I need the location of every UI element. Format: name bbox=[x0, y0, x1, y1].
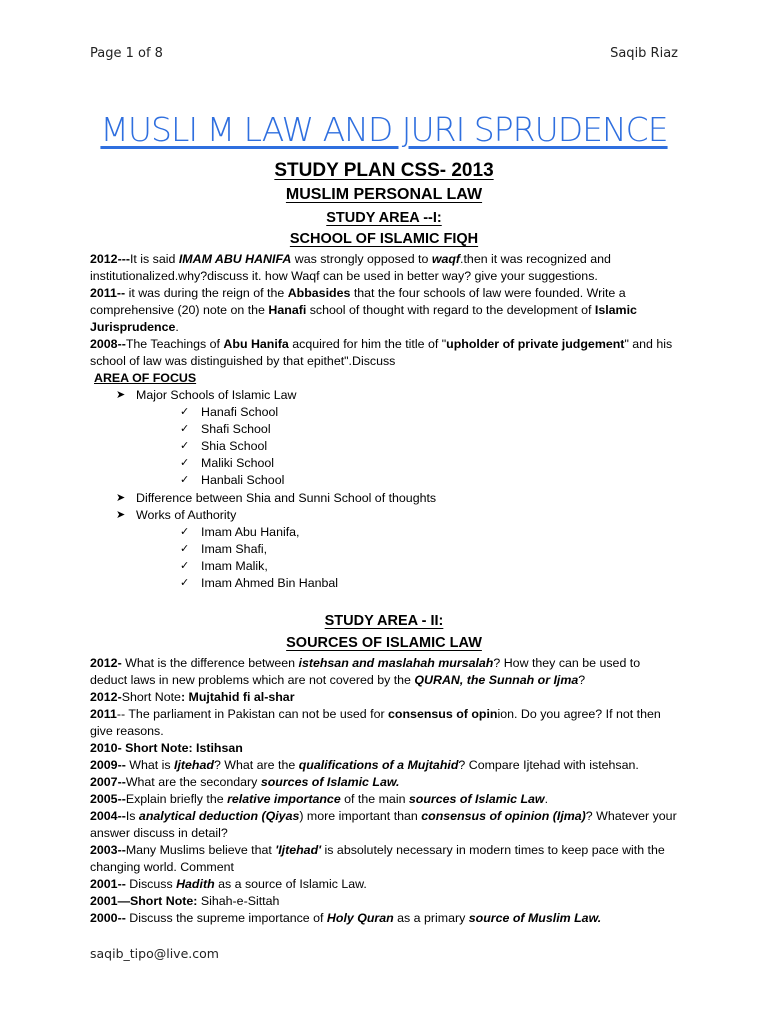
question-emphasis: QURAN, the Sunnah or Ijma bbox=[414, 673, 579, 687]
question-emphasis: 2000-- bbox=[90, 911, 126, 925]
question-text: Many Muslims believe that bbox=[125, 843, 276, 857]
question-text: it was during the reign of the bbox=[125, 286, 288, 300]
question-text: school of thought with regard to the development of bbox=[306, 303, 595, 317]
question-text: Is bbox=[125, 809, 139, 823]
question-paragraph bbox=[90, 876, 680, 893]
focus-subitem-label: Maliki School bbox=[201, 456, 274, 471]
question-text: . bbox=[175, 320, 179, 334]
question-text: ? What are the bbox=[213, 758, 299, 772]
question-emphasis: 2003-- bbox=[90, 843, 126, 857]
focus-subitem bbox=[180, 541, 436, 558]
area-of-focus-label: AREA OF FOCUS bbox=[94, 371, 197, 385]
focus-subitem bbox=[180, 524, 436, 541]
question-emphasis: 2001—Short Note: bbox=[90, 894, 198, 908]
check-bullet-icon: ✓ bbox=[180, 406, 190, 419]
focus-subitem bbox=[180, 558, 436, 575]
question-paragraph bbox=[90, 251, 680, 285]
question-text: -- The parliament in Pakistan can not be used for bbox=[116, 707, 389, 721]
question-text: The Teachings of bbox=[125, 337, 224, 351]
question-text: It is said bbox=[129, 252, 179, 266]
focus-subitem bbox=[180, 455, 436, 472]
footer-email: saqib_tipo@live.com bbox=[90, 946, 219, 961]
question-emphasis: 2012- bbox=[90, 656, 122, 670]
focus-subitem bbox=[180, 421, 436, 438]
question-text: as a source of Islamic Law. bbox=[214, 877, 367, 891]
page-number: Page 1 of 8 bbox=[90, 46, 163, 61]
focus-sublist bbox=[136, 404, 436, 489]
question-emphasis: sources of Islamic Law. bbox=[260, 775, 400, 789]
question-text: of the main bbox=[340, 792, 409, 806]
question-emphasis: qualifications of a Mujtahid bbox=[298, 758, 459, 772]
question-text: as a primary bbox=[393, 911, 469, 925]
author-name: Saqib Riaz bbox=[610, 46, 678, 61]
question-emphasis: relative importance bbox=[227, 792, 341, 806]
focus-subitem bbox=[180, 438, 436, 455]
focus-subitem-label: Imam Abu Hanifa, bbox=[201, 524, 300, 539]
question-paragraph bbox=[90, 706, 680, 740]
question-emphasis: 2007-- bbox=[90, 775, 126, 789]
question-paragraph bbox=[90, 774, 680, 791]
question-emphasis: upholder of private judgement bbox=[446, 337, 625, 351]
question-paragraph bbox=[90, 285, 680, 336]
question-emphasis: 'Ijtehad' bbox=[275, 843, 322, 857]
focus-subitem bbox=[180, 404, 436, 421]
question-text: Sihah-e-Sittah bbox=[197, 894, 280, 908]
study-area-2-title: SOURCES OF ISLAMIC LAW bbox=[286, 635, 482, 651]
question-text: . bbox=[544, 792, 549, 806]
check-bullet-icon: ✓ bbox=[180, 542, 190, 555]
focus-item bbox=[116, 387, 436, 490]
question-text: Short Note bbox=[121, 690, 181, 704]
focus-subitem-label: Imam Shafi, bbox=[201, 541, 268, 556]
focus-subitem bbox=[180, 575, 436, 592]
focus-subitem-label: Imam Malik, bbox=[201, 558, 268, 573]
document-title: MUSLI M LAW AND JURI SPRUDENCE bbox=[100, 110, 668, 149]
check-bullet-icon: ✓ bbox=[180, 440, 190, 453]
focus-item bbox=[116, 490, 436, 507]
question-emphasis: istehsan and maslahah mursalah bbox=[298, 656, 494, 670]
question-emphasis: 2001-- bbox=[90, 877, 126, 891]
question-emphasis: Holy Quran bbox=[326, 911, 394, 925]
question-text: ? Whatever your answer discuss in detail? bbox=[90, 809, 677, 840]
question-text: was strongly opposed to bbox=[291, 252, 432, 266]
question-text: Discuss bbox=[125, 877, 177, 891]
question-emphasis: 2011-- bbox=[90, 286, 126, 300]
focus-subitem-label: Hanafi School bbox=[201, 405, 279, 420]
question-text: that the four schools of law were founded. Write a comprehensive (20) note on the bbox=[90, 286, 626, 317]
question-paragraph bbox=[90, 808, 680, 842]
question-emphasis: Abu Hanifa bbox=[223, 337, 289, 351]
check-bullet-icon: ✓ bbox=[180, 559, 190, 572]
focus-subitem-label: Hanbali School bbox=[201, 473, 285, 488]
question-emphasis: Abbasides bbox=[287, 286, 351, 300]
question-text: ) more important than bbox=[299, 809, 422, 823]
question-emphasis: consensus of opin bbox=[388, 707, 498, 721]
focus-subitem-label: Shia School bbox=[201, 439, 268, 454]
question-text: ? How they can be used to deduct laws in new problems which are not covered by the bbox=[90, 656, 641, 687]
question-emphasis: 2011 bbox=[90, 707, 117, 721]
question-text: is absolutely necessary in modern times to keep pace with the changing world. Comment bbox=[90, 843, 665, 874]
question-emphasis: 2012- bbox=[90, 690, 122, 704]
question-emphasis: Hadith bbox=[176, 877, 215, 891]
question-emphasis: 2008-- bbox=[90, 337, 126, 351]
question-text: What is bbox=[125, 758, 175, 772]
question-emphasis: 2009-- bbox=[90, 758, 126, 772]
question-emphasis: Ijtehad bbox=[174, 758, 214, 772]
question-text: Discuss the supreme importance of bbox=[125, 911, 327, 925]
question-paragraph bbox=[90, 740, 680, 757]
study-area-1-heading: STUDY AREA --I: bbox=[326, 210, 442, 226]
question-text: ? Compare Ijtehad with istehsan. bbox=[458, 758, 639, 772]
study-area-2-heading: STUDY AREA - II: bbox=[324, 613, 444, 629]
focus-subitem bbox=[180, 472, 436, 489]
question-emphasis: consensus of opinion (Ijma) bbox=[421, 809, 586, 823]
check-bullet-icon: ✓ bbox=[180, 474, 190, 487]
study-plan-heading: STUDY PLAN CSS- 2013 bbox=[274, 160, 494, 181]
question-paragraph bbox=[90, 689, 680, 706]
area-of-focus-list bbox=[116, 387, 436, 592]
area-2-questions bbox=[90, 655, 680, 927]
question-text: What are the secondary bbox=[125, 775, 261, 789]
question-paragraph bbox=[90, 842, 680, 876]
question-emphasis: 2005-- bbox=[90, 792, 126, 806]
check-bullet-icon: ✓ bbox=[180, 457, 190, 470]
focus-item-label: Major Schools of Islamic Law bbox=[136, 388, 297, 402]
question-text: What is the difference between bbox=[121, 656, 299, 670]
question-text: acquired for him the title of " bbox=[288, 337, 447, 351]
personal-law-heading: MUSLIM PERSONAL LAW bbox=[285, 186, 483, 203]
question-paragraph bbox=[90, 336, 680, 370]
question-emphasis: : Mujtahid fi al-shar bbox=[180, 690, 295, 704]
focus-subitem-label: Imam Ahmed Bin Hanbal bbox=[201, 576, 339, 591]
arrow-bullet-icon: ➤ bbox=[116, 508, 126, 521]
check-bullet-icon: ✓ bbox=[180, 577, 190, 590]
question-emphasis: IMAM ABU HANIFA bbox=[178, 252, 292, 266]
question-emphasis: analytical deduction (Qiyas bbox=[138, 809, 300, 823]
check-bullet-icon: ✓ bbox=[180, 423, 190, 436]
question-text: ? bbox=[578, 673, 586, 687]
check-bullet-icon: ✓ bbox=[180, 525, 190, 538]
question-text: " and his school of law was distinguished by that epithet".Discuss bbox=[90, 337, 673, 368]
question-emphasis: 2010- Short Note: Istihsan bbox=[90, 741, 243, 755]
question-paragraph bbox=[90, 893, 680, 910]
question-paragraph bbox=[90, 910, 680, 927]
question-paragraph bbox=[90, 791, 680, 808]
question-emphasis: 2012--- bbox=[90, 252, 130, 266]
question-text: .then it was recognized and institutionalized.why?discuss it. how Waqf can be used in better way? give your suggestions. bbox=[90, 252, 611, 283]
focus-item-label: Works of Authority bbox=[136, 507, 237, 522]
question-emphasis: Islamic Jurisprudence bbox=[90, 303, 637, 334]
question-emphasis: 2004-- bbox=[90, 809, 126, 823]
question-paragraph bbox=[90, 655, 680, 689]
focus-item-label: Difference between Shia and Sunni School of thoughts bbox=[136, 490, 437, 505]
question-emphasis: sources of Islamic Law bbox=[408, 792, 545, 806]
arrow-bullet-icon: ➤ bbox=[116, 491, 126, 504]
question-text: Explain briefly the bbox=[125, 792, 228, 806]
area-1-questions bbox=[90, 251, 680, 370]
focus-sublist bbox=[136, 524, 436, 592]
question-emphasis: source of Muslim Law. bbox=[468, 911, 602, 925]
study-area-1-title: SCHOOL OF ISLAMIC FIQH bbox=[289, 231, 479, 247]
arrow-bullet-icon: ➤ bbox=[116, 389, 126, 401]
question-text: ion. Do you agree? If not then give reasons. bbox=[90, 707, 661, 738]
question-paragraph bbox=[90, 757, 680, 774]
focus-subitem-label: Shafi School bbox=[201, 422, 271, 437]
focus-item bbox=[116, 507, 436, 592]
question-emphasis: Hanafi bbox=[268, 303, 307, 317]
question-emphasis: waqf bbox=[431, 252, 461, 266]
